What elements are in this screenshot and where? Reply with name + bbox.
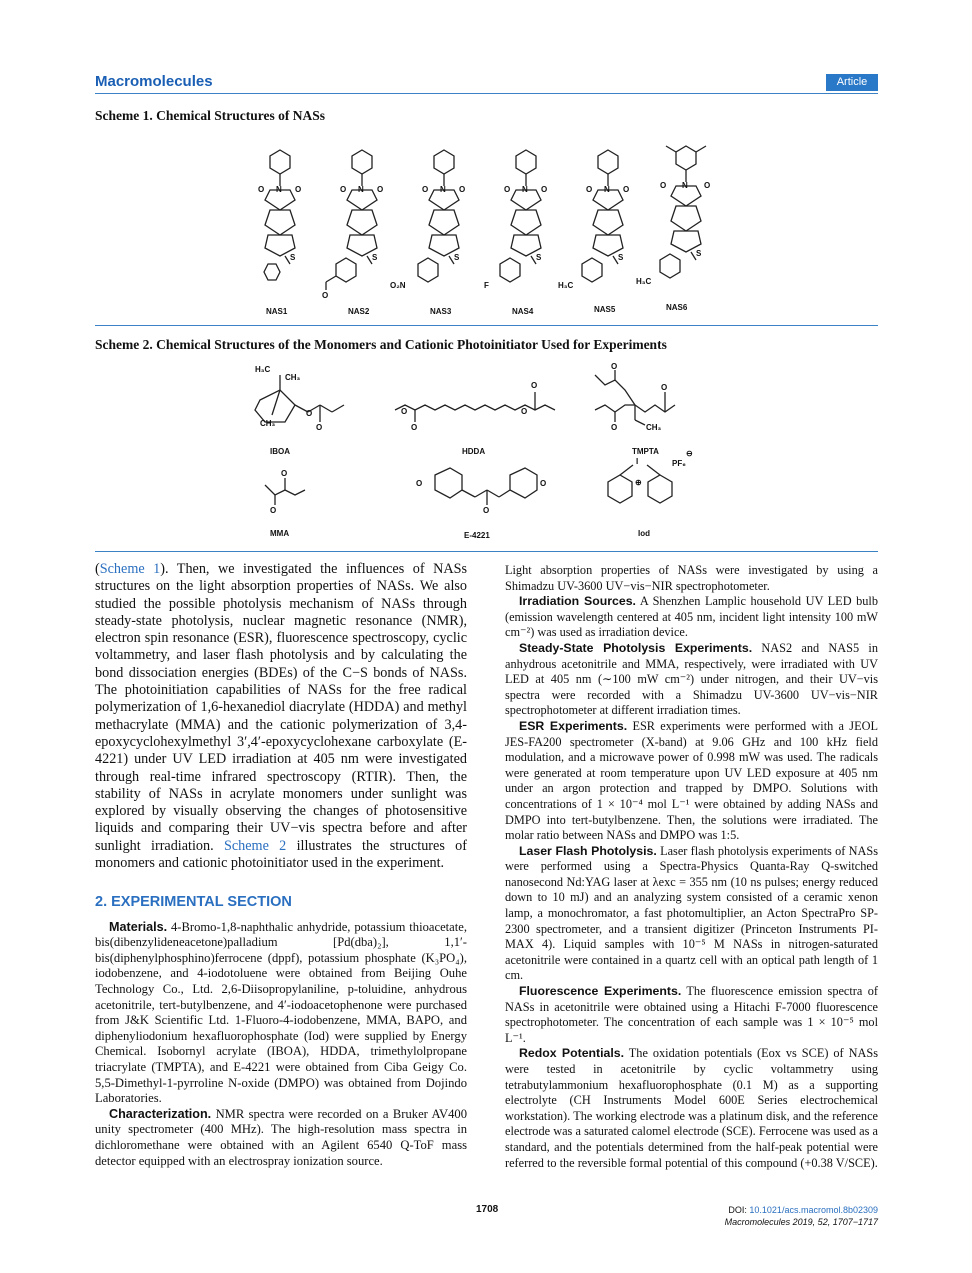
nas2-structure: [326, 150, 377, 290]
light-absorption-paragraph: Light absorption properties of NASs were investigated by using a Shimadzu UV-3600 UV−vis−NIR spectrophotometer.: [505, 563, 878, 593]
iboa-structure: [255, 375, 344, 422]
materials-paragraph: [95, 920, 467, 1107]
fluorescence-paragraph: [505, 984, 878, 1046]
materials-head: Materials.: [109, 919, 168, 934]
section-title: 2. EXPERIMENTAL SECTION: [95, 894, 292, 911]
laser-flash-text: Laser flash photolysis experiments of NASs were performed using a Spectra-Physics Quanta-Ray Q-switched nanosecond Nd:YAG laser at λexc = 355 nm (10 ns pulses; energy reduced down to 10 mJ) and an analyzing system consisted of a ceramic xenon lamp, a monochromator, a fast photomultiplier, an Acton SpectraPro SP-2300 spectrometer, and a transient digitizer (Princeton Instruments PI-MAX 4). Liquid samples with 10⁻⁵ M NASs in nitrogen-saturated acetonitrile were contained in a quartz cell with an optical path length of 1 cm.: [505, 843, 878, 983]
mma-o2: O: [281, 469, 288, 478]
iod-i: I: [636, 457, 639, 466]
tmpta-structure: [595, 370, 675, 425]
laser-flash-head: Laser Flash Photolysis.: [519, 843, 657, 858]
irradiation-text: A Shenzhen Lamplic household UV LED bulb (emission wavelength centered at 405 nm, incident light intensity 100 mW cm⁻²) was used as irradiation device.: [505, 594, 878, 640]
nas6-structure: [660, 146, 706, 278]
label-hdda: HDDA: [462, 447, 486, 456]
hdda-o3: O: [521, 407, 528, 416]
irradiation-head: Irradiation Sources.: [519, 594, 636, 609]
nas4-o1: O: [504, 185, 511, 194]
iod-minus: ⊖: [686, 449, 693, 458]
redox-head: Redox Potentials.: [519, 1046, 625, 1061]
e4221-o3: O: [483, 506, 490, 515]
mma-structure: [265, 478, 305, 505]
steady-state-paragraph: [505, 641, 878, 719]
nas4-s: S: [536, 253, 542, 262]
tmpta-ch3: CH₃: [646, 423, 662, 432]
iboa-o1: O: [306, 409, 313, 418]
characterization-text: NMR spectra were recorded on a Bruker AV400 unity spectrometer (400 MHz). The high-resolution mass spectra in dichloromethane were obtained with an Agilent 6540 Q-ToF mass detector equipped with an electrospray ionization source.: [95, 1106, 467, 1168]
left-column: [95, 561, 467, 1169]
label-nas1: NAS1: [266, 307, 288, 316]
nas1-o2: O: [295, 185, 302, 194]
esr-text: ESR experiments were performed with a JEOL JES-FA200 spectrometer (X-band) at 9.06 GHz and 100 kHz field modulation, and a microwave power of 0.998 mW was used. The radicals were generated at room temperature upon UV LED exposure at 405 nm under an argon protection and trapped by DMPO. Solutions with concentrations of 1 × 10⁻⁴ mol L⁻¹ were obtained by adding NASs and DMPO into tert-butylbenzene. Then, the solutions were irradiated. The molar ratio between NASs and DMPO was 1:5.: [505, 718, 878, 843]
nas3-s: S: [454, 253, 460, 262]
header-rule: [95, 93, 878, 94]
laser-flash-paragraph: [505, 844, 878, 984]
nas5-s: S: [618, 253, 624, 262]
tmpta-o1: O: [611, 362, 618, 371]
nas3-n: N: [440, 185, 446, 194]
nas3-structure: [418, 150, 459, 282]
hdda-o4: O: [531, 381, 538, 390]
nas3-o1: O: [422, 185, 429, 194]
nas5-structure: [582, 150, 623, 282]
characterization-paragraph: [95, 1107, 467, 1169]
nas4-n: N: [522, 185, 528, 194]
scheme2-link[interactable]: Scheme 2: [223, 837, 287, 854]
scheme2-divider: [95, 551, 878, 552]
tmpta-o2: O: [611, 423, 618, 432]
e4221-o1: O: [416, 479, 423, 488]
doi-label: DOI:: [728, 1205, 750, 1215]
nas1-s: S: [290, 253, 296, 262]
intro-open-paren: (: [95, 561, 100, 577]
hdda-o1: O: [401, 407, 408, 416]
scheme2-caption: Scheme 2. Chemical Structures of the Monomers and Cationic Photoinitiator Used for Experiments: [95, 337, 667, 352]
nas6-o2: O: [704, 181, 711, 190]
esr-paragraph: [505, 719, 878, 844]
nas6-s: S: [696, 249, 702, 258]
iboa-ch3-top: CH₃: [285, 373, 301, 382]
redox-paragraph: [505, 1046, 878, 1171]
nas6-h3c: H₃C: [636, 277, 652, 286]
scheme1-link[interactable]: Scheme 1: [99, 561, 161, 577]
scheme2-figure: [240, 360, 720, 545]
label-nas2: NAS2: [348, 307, 370, 316]
right-column: [505, 563, 878, 1171]
nas4-o2: O: [541, 185, 548, 194]
hdda-o2: O: [411, 423, 418, 432]
characterization-head: Characterization.: [109, 1106, 212, 1121]
iboa-h3c: H₃C: [255, 365, 271, 374]
iboa-ch3-bot: CH₃: [260, 419, 276, 428]
label-nas5: NAS5: [594, 305, 616, 314]
mma-o1: O: [270, 506, 277, 515]
nas2-n: N: [358, 185, 364, 194]
label-iboa: IBOA: [270, 447, 290, 456]
tmpta-o3: O: [661, 383, 668, 392]
iod-pf6: PF₆: [672, 459, 686, 468]
nas2-o3: O: [322, 291, 329, 300]
label-iod: Iod: [638, 529, 650, 538]
nas5-o1: O: [586, 185, 593, 194]
nas3-no2: O₂N: [390, 281, 406, 290]
nas2-o2: O: [377, 185, 384, 194]
iod-plus: ⊕: [635, 478, 642, 487]
e4221-o2: O: [540, 479, 547, 488]
nas1-o1: O: [258, 185, 265, 194]
nas5-h3c: H₃C: [558, 281, 574, 290]
label-nas3: NAS3: [430, 307, 452, 316]
scheme1-caption: Scheme 1. Chemical Structures of NASs: [95, 108, 325, 123]
nas2-s: S: [372, 253, 378, 262]
steady-state-text: NAS2 and NAS5 in anhydrous acetonitrile and MMA, respectively, were irradiated with UV LED at 405 nm (∼100 mW cm⁻²) under nitrogen, and their UV−vis spectra were recorded with a Shimadzu UV-3600 UV−vis−NIR spectrophotometer at different irradiation times.: [505, 640, 878, 718]
fluorescence-text: The fluorescence emission spectra of NASs in acetonitrile were obtained using a Hitachi F-7000 fluorescence spectrophotometer. The concentration of each sample was 1 × 10⁻⁵ mol L⁻¹.: [505, 984, 878, 1045]
esr-head: ESR Experiments.: [519, 718, 628, 733]
intro-paragraph: [95, 561, 467, 872]
doi-link[interactable]: 10.1021/acs.macromol.8b02309: [749, 1205, 878, 1215]
fluorescence-head: Fluorescence Experiments.: [519, 984, 682, 999]
journal-title: Macromolecules: [95, 73, 213, 90]
redox-text: The oxidation potentials (Eox vs SCE) of NASs were tested in acetonitrile by cyclic voltammetry using tetrabutylammonium hexafluorophosphate (0.1 M) as a supporting electrolyte (CH Instruments Model 600E Series electrochemical workstation). The working electrode was a platinum disk, and the reference electrode was a saturated calomel electrode (SCE). Ferrocene was used as a standard, and the potentials determined from the half-peak potential were referred to the reversible formal potential of this compound (+0.38 V/SCE).: [505, 1046, 878, 1170]
steady-state-head: Steady-State Photolysis Experiments.: [519, 640, 753, 655]
label-tmpta: TMPTA: [632, 447, 659, 456]
scheme1-figure: [240, 130, 740, 320]
nas4-structure: [500, 150, 541, 282]
iboa-o2: O: [316, 423, 323, 432]
intro-text-end: illustrates the structures of monomers and cationic photoinitiator used in the experiment.: [95, 837, 467, 872]
footer-citation: [725, 1204, 878, 1228]
nas5-o2: O: [623, 185, 630, 194]
article-badge: Article: [826, 74, 878, 91]
label-mma: MMA: [270, 529, 290, 538]
nas2-o1: O: [340, 185, 347, 194]
nas1-n: N: [276, 185, 282, 194]
label-nas4: NAS4: [512, 307, 534, 316]
hdda-structure: [395, 392, 555, 422]
irradiation-paragraph: [505, 594, 878, 641]
scheme-divider: [95, 325, 878, 326]
label-e4221: E-4221: [464, 531, 490, 540]
nas6-o1: O: [660, 181, 667, 190]
label-nas6: NAS6: [666, 303, 688, 312]
nas3-o2: O: [459, 185, 466, 194]
intro-text: ). Then, we investigated the influences of NASs structures on the light absorption properties of NASs. We also studied the possible photolysis mechanism of NASs through steady-state photolysis, nuclear magnetic resonance (NMR), electron spin resonance (ESR), fluorescence spectroscopy, cyclic voltammetry, and laser flash photolysis and by calculating the bond dissociation energies (BDEs) of the C−S bonds of NASs. The photoinitiation capabilities of NASs for the free radical polymerization of 1,6-hexanediol diacrylate (HDDA) and methyl methacrylate (MMA) and the cationic polymerization of 3,4-epoxycyclohexylmethyl 3′,4′-epoxycyclohexane carboxylate (E-4221) under UV LED irradiation at 405 nm were investigated through real-time infrared spectroscopy (RTIR). Then, the stability of NASs in acrylate monomers under sunlight was explored by visually observing the changes of photosensitive liquids and comparing their UV−vis spectra before and after sunlight irradiation.: [95, 561, 467, 854]
citation-text: Macromolecules 2019, 52, 1707−1717: [724, 1217, 878, 1227]
materials-text: 4-Bromo-1,8-naphthalic anhydride, potassium thioacetate, bis(dibenzylideneacetone)palladium [Pd(dba)₂], 1,1′-bis(diphenylphosphino)ferrocene (dppf), potassium phosphate (K₃PO₄), iodobenzene, and 4-iodotoluene were obtained from Beijing Ouhe Technology Co., Ltd. 2,6-Diisopropylaniline, p-toluidine, anhydrous acetonitrile, tert-butylbenzene, and 4′-iodoacetophenone were purchased from J&K Scientific Ltd. 1-Fluoro-4-iodobenzene, MMA, BAPO, and diphenyliodonium hexafluorophosphate (Iod) were supplied by Energy Chemical. Isobornyl acrylate (IBOA), HDDA, trimethylolpropane triacrylate (TMPTA), and E-4221 were obtained from Ciba Geigy Co. 5,5-Dimethyl-1-pyrroline N-oxide (DMPO) was obtained from Dojindo Laboratories.: [95, 919, 467, 1106]
nas4-f: F: [484, 281, 489, 290]
page-number: 1708: [476, 1204, 499, 1215]
nas5-n: N: [604, 185, 610, 194]
nas6-n: N: [682, 181, 688, 190]
e4221-structure: [435, 468, 537, 505]
